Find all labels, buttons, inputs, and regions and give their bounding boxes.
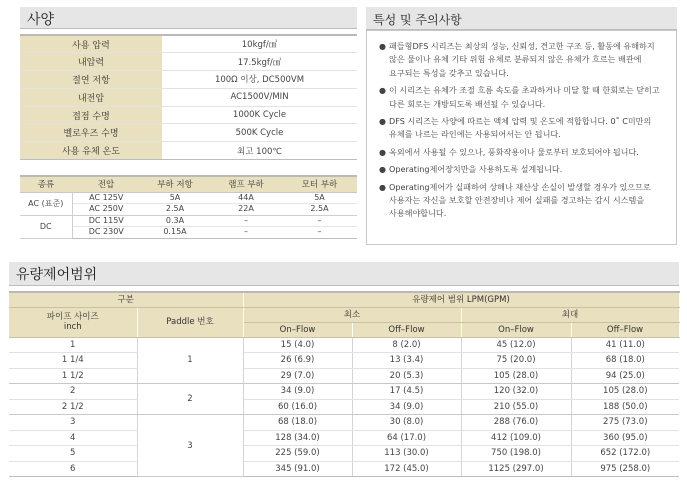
flow-range-table [9, 291, 680, 477]
load-voltage: DC 230V [72, 227, 140, 239]
bullet-icon: ● [379, 42, 386, 51]
flow-max-off: 275 (73.0) [571, 415, 679, 431]
load-header-type: 종류 [20, 176, 72, 192]
load-rating-table [20, 175, 357, 239]
load-row [20, 192, 357, 204]
flow-header-pipe-size-unit: inch [63, 322, 82, 332]
flow-header-paddle: Paddle 번호 [137, 307, 243, 337]
flow-pipe-size: 6 [9, 461, 137, 477]
load-motor: – [282, 215, 357, 227]
spec-row [20, 124, 357, 142]
flow-min-off: 34 (9.0) [352, 399, 461, 415]
flow-max-on: 1125 (297.0) [461, 461, 571, 477]
flow-pipe-size: 4 [9, 430, 137, 446]
flow-title: 유량제어범위 [16, 267, 98, 283]
load-lamp: – [210, 215, 282, 227]
spec-value: 최고 100℃ [162, 142, 357, 160]
flow-min-on: 34 (9.0) [243, 384, 352, 400]
flow-max-on: 75 (20.0) [461, 353, 571, 369]
flow-max-off: 975 (258.0) [571, 461, 679, 477]
flow-min-on: 68 (18.0) [243, 415, 352, 431]
load-header-voltage: 전압 [72, 176, 140, 192]
flow-header-min-on: On–Flow [243, 322, 352, 337]
flow-min-off: 30 (8.0) [352, 415, 461, 431]
flow-max-on: 750 (198.0) [461, 446, 571, 462]
flow-min-on: 29 (7.0) [243, 368, 352, 384]
load-header-motor: 모터 부하 [282, 176, 357, 192]
load-lamp: – [210, 227, 282, 239]
note-item [377, 115, 672, 142]
spec-row [20, 35, 357, 53]
spec-value: AC1500V/MIN [162, 88, 357, 106]
notes-box [366, 30, 677, 245]
flow-pipe-size: 1 [9, 337, 137, 353]
flow-min-off: 172 (45.0) [352, 461, 461, 477]
flow-pipe-size: 2 1/2 [9, 399, 137, 415]
flow-min-off: 113 (30.0) [352, 446, 461, 462]
load-motor: – [282, 227, 357, 239]
flow-row [9, 353, 679, 369]
flow-row [9, 415, 679, 431]
flow-pipe-size: 2 [9, 384, 137, 400]
flow-max-off: 68 (18.0) [571, 353, 679, 369]
bullet-icon: ● [379, 182, 386, 192]
flow-header-max: 최대 [461, 307, 679, 322]
spec-value: 17.5kgf/㎠ [162, 53, 357, 71]
flow-max-off: 652 (172.0) [571, 446, 679, 462]
notes-section-header [366, 7, 677, 30]
note-item [377, 163, 672, 176]
load-header-resistive: 부하 저항 [140, 176, 210, 192]
flow-header-category: 구분 [9, 292, 243, 307]
flow-min-off: 64 (17.0) [352, 430, 461, 446]
spec-label: 내전압 [20, 88, 162, 106]
load-lamp: 44A [210, 192, 282, 204]
flow-row [9, 368, 679, 384]
load-type: AC (표준) [20, 192, 72, 215]
spec-label: 접점 수명 [20, 106, 162, 124]
load-voltage: AC 125V [72, 192, 140, 204]
notes-list [377, 40, 672, 225]
load-type: DC [20, 215, 72, 238]
flow-paddle: 1 [137, 337, 243, 384]
load-resistive: 5A [140, 192, 210, 204]
flow-min-on: 345 (91.0) [243, 461, 352, 477]
load-resistive: 2.5A [140, 204, 210, 216]
bullet-icon: ● [379, 165, 386, 175]
flow-max-on: 45 (12.0) [461, 337, 571, 353]
flow-min-off: 20 (5.3) [352, 368, 461, 384]
flow-min-off: 13 (3.4) [352, 353, 461, 369]
flow-header-max-on: On–Flow [461, 322, 571, 337]
note-text: Operating제어가 실패하여 상해나 재산상 손실이 발생할 경우가 있으므로 사용자는 자신을 보호할 안전장비나 제어 실패를 경고하는 감시 시스템을 사용해야합니다. [389, 181, 651, 219]
spec-label: 내압력 [20, 53, 162, 71]
flow-max-on: 105 (28.0) [461, 368, 571, 384]
spec-value: 500K Cycle [162, 124, 357, 142]
flow-min-on: 128 (34.0) [243, 430, 352, 446]
flow-pipe-size: 1 1/4 [9, 353, 137, 369]
bullet-icon: ● [379, 147, 386, 157]
spec-value: 1000K Cycle [162, 106, 357, 124]
flow-max-on: 120 (32.0) [461, 384, 571, 400]
spec-row [20, 106, 357, 124]
load-header-lamp: 램프 부하 [210, 176, 282, 192]
flow-paddle: 2 [137, 384, 243, 415]
flow-header-pipe-size [9, 307, 137, 337]
flow-max-off: 360 (95.0) [571, 430, 679, 446]
flow-min-on: 26 (6.9) [243, 353, 352, 369]
flow-section-header [9, 262, 679, 286]
flow-min-off: 17 (4.5) [352, 384, 461, 400]
flow-row [9, 446, 679, 462]
flow-min-on: 60 (16.0) [243, 399, 352, 415]
flow-header-min-off: Off–Flow [352, 322, 461, 337]
spec-label: 사용 유체 온도 [20, 142, 162, 160]
flow-header-min: 최소 [243, 307, 461, 322]
flow-min-on: 15 (4.0) [243, 337, 352, 353]
flow-row [9, 461, 679, 477]
load-resistive: 0.3A [140, 215, 210, 227]
spec-row [20, 142, 357, 160]
flow-row [9, 337, 679, 353]
note-text: DFS 시리즈는 사양에 따르는 액체 압력 및 온도에 적합합니다. 0˚ C미만의 유체를 나르는 라인에는 사용되어서는 안 됩니다. [389, 116, 652, 140]
load-motor: 2.5A [282, 204, 357, 216]
note-text: Operating제어장치만을 사용하도록 설계됩니다. [389, 164, 563, 175]
spec-section-header [20, 7, 357, 29]
load-resistive: 0.15A [140, 227, 210, 239]
flow-max-on: 288 (76.0) [461, 415, 571, 431]
spec-row [20, 71, 357, 89]
spec-label: 사용 압력 [20, 35, 162, 53]
note-item [377, 181, 672, 221]
flow-pipe-size: 1 1/2 [9, 368, 137, 384]
load-row [20, 215, 357, 227]
spec-value: 10kgf/㎠ [162, 35, 357, 53]
flow-max-on: 210 (55.0) [461, 399, 571, 415]
flow-max-on: 412 (109.0) [461, 430, 571, 446]
spec-row [20, 88, 357, 106]
spec-label: 절연 저항 [20, 71, 162, 89]
note-item [377, 40, 672, 80]
spec-value: 100Ω 이상, DC500VM [162, 71, 357, 89]
flow-header-range: 유량제어 범위 LPM(GPM) [243, 292, 679, 307]
flow-max-off: 188 (50.0) [571, 399, 679, 415]
note-text: 옥외에서 사용될 수 있으나, 풍화작용이나 물로부터 보호되어야 됩니다. [389, 146, 639, 157]
note-item [377, 146, 672, 159]
load-voltage: AC 250V [72, 204, 140, 216]
flow-paddle: 3 [137, 415, 243, 477]
flow-max-off: 105 (28.0) [571, 384, 679, 400]
flow-max-off: 94 (25.0) [571, 368, 679, 384]
spec-title: 사양 [27, 12, 55, 28]
flow-min-off: 8 (2.0) [352, 337, 461, 353]
flow-row [9, 430, 679, 446]
bullet-icon: ● [379, 86, 386, 96]
flow-pipe-size: 3 [9, 415, 137, 431]
note-text: 이 시리즈는 유체가 조절 흐름 속도를 초과하거나 미달 할 때 한회로는 닫히고 다른 회로는 개방되도록 배선될 수 있습니다. [389, 85, 660, 109]
flow-min-on: 225 (59.0) [243, 446, 352, 462]
spec-label: 벨로우즈 수명 [20, 124, 162, 142]
flow-max-off: 41 (11.0) [571, 337, 679, 353]
flow-header-pipe-size-label: 파이프 사이즈 [46, 312, 99, 322]
note-text: 패들형DFS 시리즈는 최상의 성능, 신뢰성, 견고한 구조 등, 활동에 유해하지 않은 물이나 유체 기타 위험 유체로 분류되지 않은 유체가 흐르는 배관에 요구되는 특성을 갖추고 있습니다. [389, 41, 655, 78]
load-voltage: DC 115V [72, 215, 140, 227]
flow-row [9, 399, 679, 415]
spec-table [20, 34, 357, 160]
load-motor: 5A [282, 192, 357, 204]
flow-pipe-size: 5 [9, 446, 137, 462]
flow-row [9, 384, 679, 400]
spec-row [20, 53, 357, 71]
load-lamp: 22A [210, 204, 282, 216]
note-item [377, 84, 672, 111]
bullet-icon: ● [379, 117, 386, 127]
notes-title: 특성 및 주의사항 [373, 13, 462, 27]
flow-header-max-off: Off–Flow [571, 322, 679, 337]
